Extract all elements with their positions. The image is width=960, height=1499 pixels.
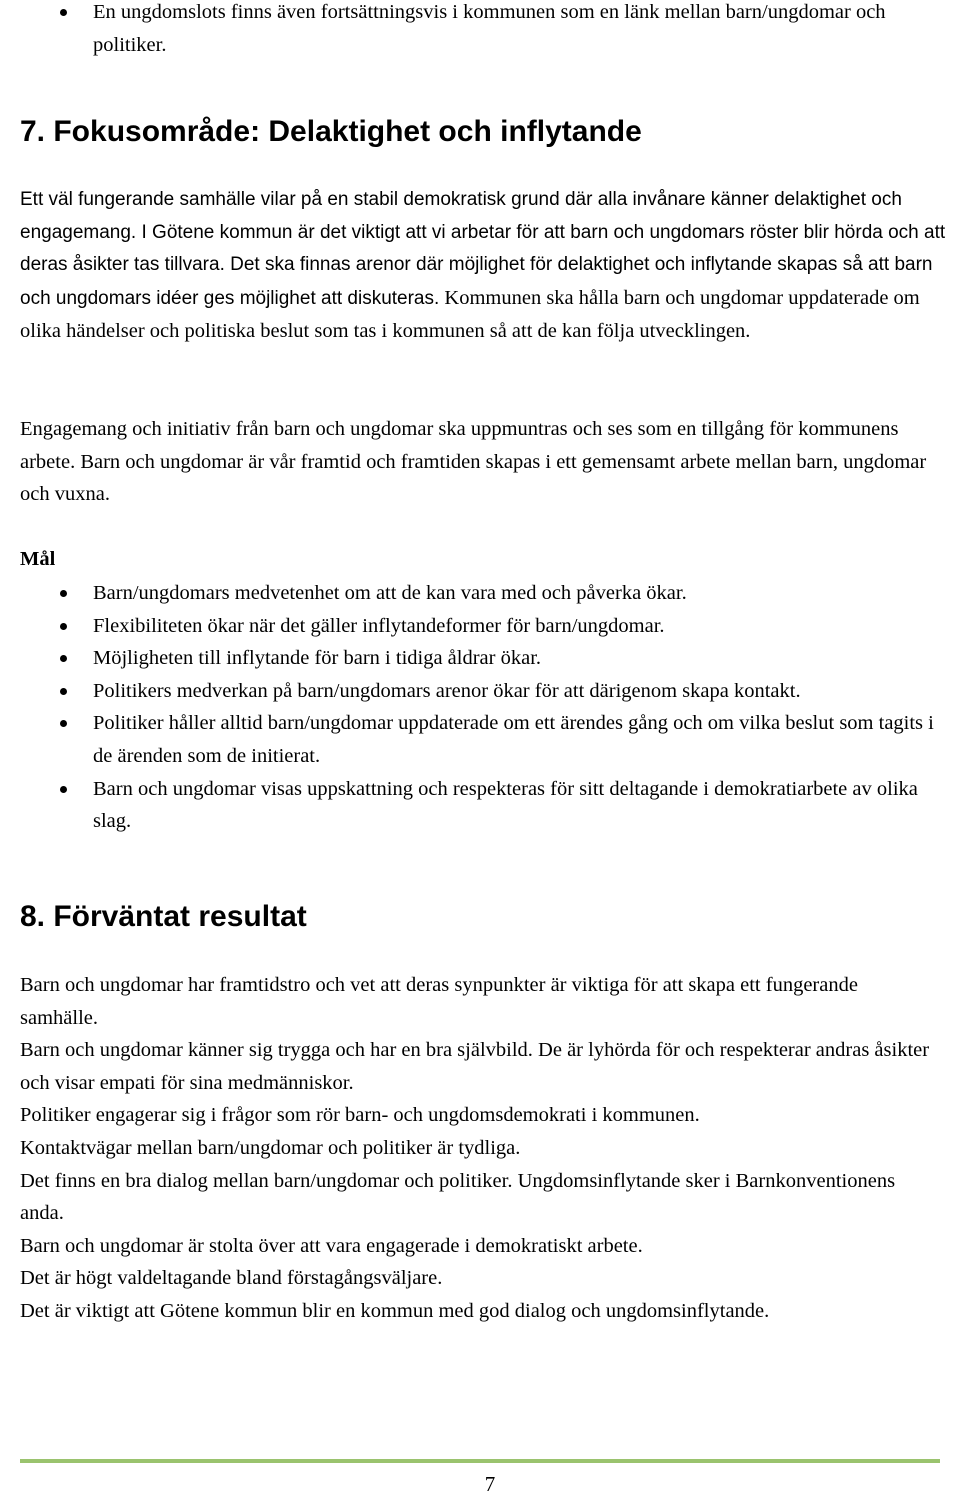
page-number: 7 <box>484 1472 496 1496</box>
bullet-icon <box>60 720 67 727</box>
section-heading: 8. Förväntat resultat <box>20 900 307 933</box>
intro-text-serif: Kommunen ska hålla barn och ungdomar uppdaterade om olika händelser och politiska beslut som tas i kommunen så att de kan följa utvecklingen. <box>20 286 920 343</box>
goal-text: Flexibiliteten ökar när det gäller inflytandeformer för barn/ungdomar. <box>93 614 665 637</box>
top-bullet-list <box>0 0 900 61</box>
bullet-text: En ungdomslots finns även fortsättningsvis i kommunen som en länk mellan barn/ungdomar och politiker. <box>93 1 886 56</box>
bullet-icon <box>60 590 67 597</box>
goal-text: Politiker håller alltid barn/ungdomar uppdaterade om ett ärendes gång och om vilka beslut som tagits i de ärenden som de initierat. <box>93 712 934 767</box>
list-item <box>0 610 940 643</box>
list-item <box>0 642 940 675</box>
goal-text: Barn och ungdomar visas uppskattning och respekteras för sitt deltagande i demokratiarbete av olika slag. <box>93 777 918 833</box>
goal-text: Möjligheten till inflytande för barn i tidiga åldrar ökar. <box>93 647 542 670</box>
bullet-icon <box>60 9 67 16</box>
result-line: Det är högt valdeltagande bland förstagångsväljare. <box>20 1267 443 1290</box>
results-list <box>20 969 940 1328</box>
bullet-icon <box>60 688 67 695</box>
bullet-icon <box>60 623 67 630</box>
bullet-icon <box>60 655 67 662</box>
list-item <box>0 707 940 772</box>
list-item <box>0 577 940 610</box>
intro-paragraph <box>20 184 950 348</box>
result-line: Barn och ungdomar har framtidstro och vet att deras synpunkter är viktiga för att skapa ett fungerande samhälle. <box>20 974 858 1029</box>
section-heading: 7. Fokusområde: Delaktighet och inflytande <box>20 115 642 148</box>
engagement-paragraph: Engagemang och initiativ från barn och ungdomar ska uppmuntras och ses som en tillgång för kommunens arbete. Barn och ungdomar är vår framtid och framtiden skapas i ett gemensamt arbete mellan barn, ungdomar och vuxna. <box>20 418 927 506</box>
list-item <box>0 675 940 708</box>
goal-text: Barn/ungdomars medvetenhet om att de kan vara med och påverka ökar. <box>93 582 687 604</box>
result-line: Barn och ungdomar är stolta över att vara engagerade i demokratiskt arbete. <box>20 1234 643 1257</box>
goals-list <box>0 577 940 838</box>
intro-text-sans: Ett väl fungerande samhälle vilar på en stabil demokratisk grund där alla invånare känner delaktighet och engagemang. I Götene kommun är det viktigt att vi arbetar för att barn och ungdomars röster blir hörda och att deras åsikter tas tillvara. Det ska finnas arenor där möjlighet för delaktighet och inflytande skapas så att barn och ungdomars idéer ges möjlighet att diskuteras. <box>20 189 946 309</box>
goal-text: Politikers medverkan på barn/ungdomars arenor ökar för att därigenom skapa kontakt. <box>93 679 801 702</box>
result-line: Barn och ungdomar känner sig trygga och har en bra självbild. De är lyhörda för och respekterar andras åsikter och visar empati för sina medmänniskor. <box>20 1039 930 1094</box>
result-line: Det är viktigt att Götene kommun blir en kommun med god dialog och ungdomsinflytande. <box>20 1299 770 1322</box>
result-line: Kontaktvägar mellan barn/ungdomar och politiker är tydliga. <box>20 1136 521 1159</box>
result-line: Det finns en bra dialog mellan barn/ungdomar och politiker. Ungdomsinflytande sker i Barnkonventionens anda. <box>20 1169 896 1225</box>
list-item <box>0 0 900 61</box>
result-line: Politiker engagerar sig i frågor som rör barn- och ungdomsdemokrati i kommunen. <box>20 1104 700 1127</box>
footer-divider <box>20 1459 940 1463</box>
bullet-icon <box>60 786 67 793</box>
goals-heading: Mål <box>20 548 56 570</box>
list-item <box>0 773 940 838</box>
